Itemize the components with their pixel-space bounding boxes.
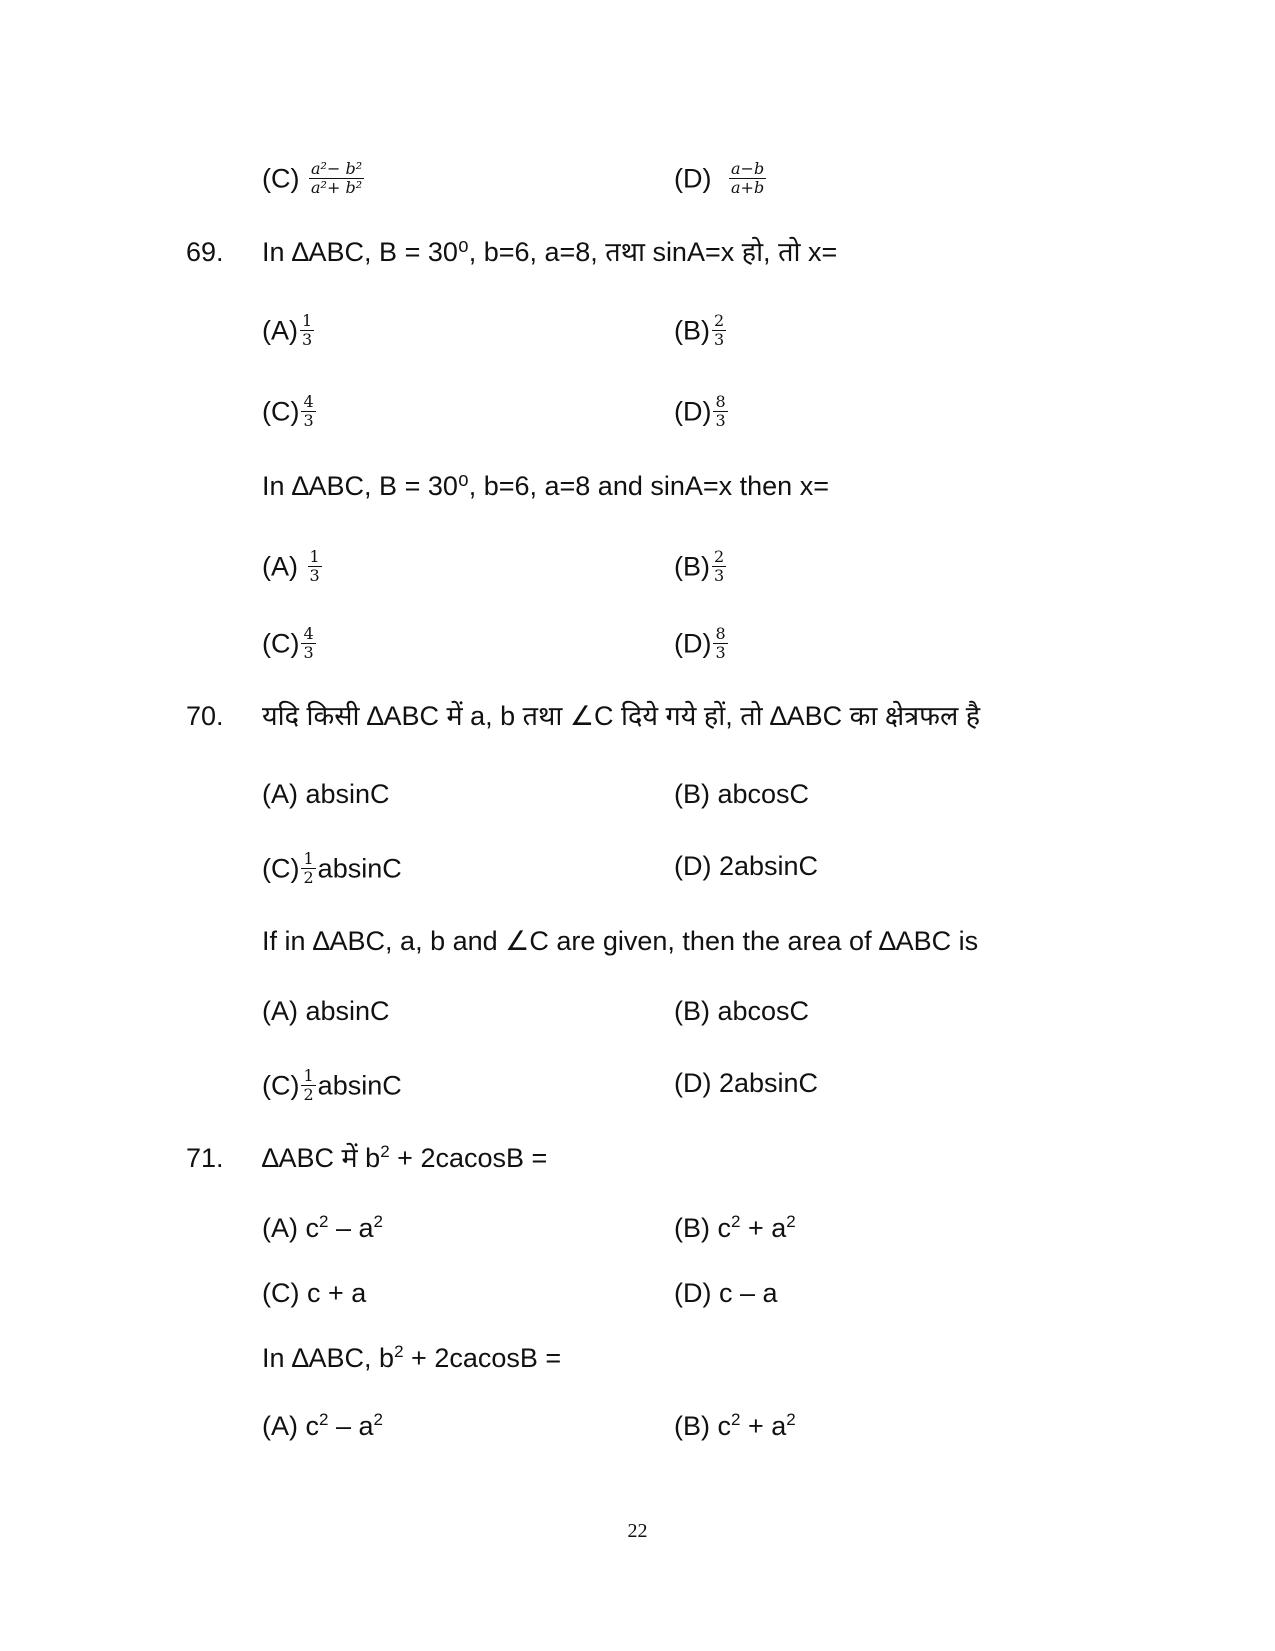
- q69-en-option-c: (C) $\frac{4}{3}$: [262, 624, 314, 662]
- q69-en-option-d: (D) $\frac{8}{3}$: [674, 624, 726, 662]
- fraction: $\frac{4}{3}$: [303, 392, 314, 430]
- page-number: 22: [627, 1520, 648, 1542]
- fraction: $\frac{2}{3}$: [714, 547, 725, 585]
- question-number: 69.: [186, 237, 224, 267]
- q71-hi-option-c: (C) c + a: [262, 1278, 367, 1308]
- q68-option-d: (D) $\frac{a-b}{a+b}$: [674, 159, 765, 197]
- q70-hi-option-c: (C) $\frac{1}{2}$ absinC: [262, 849, 402, 887]
- q69-en-option-b: (B) $\frac{2}{3}$: [674, 547, 725, 585]
- fraction: $\frac{2}{3}$: [714, 311, 725, 349]
- question-number: 71.: [186, 1143, 224, 1173]
- q69-en-option-a: (A) $\frac{1}{3}$: [262, 547, 320, 585]
- q69-stem-english: In ∆ABC, B = 30⁰, b=6, a=8 and sinA=x then x=: [262, 471, 829, 501]
- q69-hi-option-d: (D) $\frac{8}{3}$: [674, 392, 726, 430]
- q71-en-option-b: (B) $c^2 + a^2$: [674, 1410, 796, 1441]
- q70-hi-option-a: (A) absinC: [262, 779, 390, 809]
- q70-en-option-a: (A) absinC: [262, 996, 390, 1026]
- q70-en-option-b: (B) abcosC: [674, 996, 810, 1026]
- fraction: $\frac{8}{3}$: [715, 392, 726, 430]
- q71-stem-english: In ∆ABC, $b^2 + 2cacosB$ =: [262, 1342, 562, 1373]
- q71-hi-option-b: (B) $c^2 + a^2$: [674, 1212, 796, 1243]
- fraction: $\frac{a-b}{a+b}$: [731, 159, 765, 197]
- fraction: $\frac{1}{3}$: [309, 547, 320, 585]
- question-number: 70.: [186, 701, 224, 731]
- q71-hi-option-d: (D) c – a: [674, 1278, 778, 1308]
- q70-hi-option-d: (D) 2absinC: [674, 851, 819, 881]
- q70-stem-english: If in ∆ABC, a, b and ∠C are given, then the area of ∆ABC is: [262, 926, 979, 956]
- fraction: $\frac{\text{a²− b²}}{\text{a²+ b²}}$: [311, 159, 363, 197]
- fraction: $\frac{1}{2}$: [303, 849, 314, 887]
- q71-hi-option-a: (A) $c^2 - a^2$: [262, 1212, 383, 1243]
- q69-hi-option-c: (C) $\frac{4}{3}$: [262, 392, 314, 430]
- fraction: $\frac{1}{2}$: [303, 1066, 314, 1104]
- question-text: यदि किसी ∆ABC में a, b तथा ∠C दिये गये हों, तो ∆ABC का क्षेत्रफल है: [262, 701, 981, 731]
- q69-hi-option-b: (B) $\frac{2}{3}$: [674, 311, 725, 349]
- q70-en-option-d: (D) 2absinC: [674, 1068, 819, 1098]
- q71-en-option-a: (A) $c^2 - a^2$: [262, 1410, 383, 1441]
- q70-en-option-c: (C) $\frac{1}{2}$ absinC: [262, 1066, 402, 1104]
- q68-option-c: (C) $\frac{\text{a²− b²}}{\text{a²+ b²}}$: [262, 159, 363, 197]
- q69-hi-option-a: (A) $\frac{1}{3}$: [262, 311, 313, 349]
- question-text: ∆ABC में $b^2 + 2cacosB$ =: [262, 1142, 548, 1173]
- fraction: $\frac{1}{3}$: [302, 311, 313, 349]
- question-text: In ∆ABC, B = 30⁰, b=6, a=8, तथा sinA=x हो, तो x=: [262, 237, 838, 267]
- q70-hi-option-b: (B) abcosC: [674, 779, 810, 809]
- fraction: $\frac{8}{3}$: [715, 624, 726, 662]
- fraction: $\frac{4}{3}$: [303, 624, 314, 662]
